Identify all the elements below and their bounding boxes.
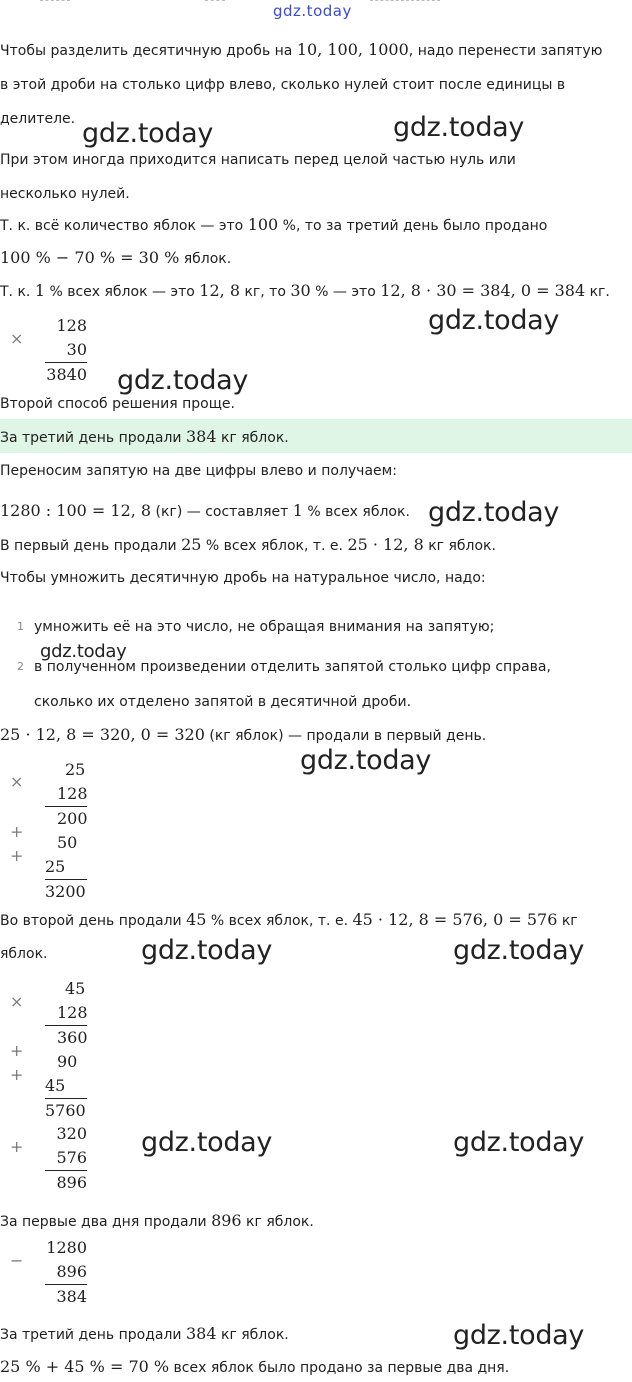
watermark: gdz.today: [428, 497, 560, 528]
sum-percent-line: 25 % + 45 % = 70 % всех яблок было продано за первые два дня.: [0, 1357, 510, 1376]
watermark: gdz.today: [141, 935, 273, 966]
times-sign: ×: [10, 772, 24, 791]
rule-divide-line4: При этом иногда приходится написать перед целой частью нуль или: [0, 152, 516, 168]
times-sign: ×: [10, 992, 24, 1011]
list-item-2-cont: сколько их отделено запятой в десятичной дроби.: [34, 694, 412, 710]
watermark: gdz.today: [117, 365, 249, 396]
watermark: gdz.today: [300, 745, 432, 776]
watermark: gdz.today: [393, 112, 525, 143]
watermark: gdz.today: [141, 1127, 273, 1158]
column-multiplication-3: 45 128 360 90 45 5760: [45, 977, 87, 1123]
step-percent-line2: 100 % − 70 % = 30 % яблок.: [0, 248, 232, 267]
watermark: gdz.today: [453, 1320, 585, 1351]
watermark: gdz.today: [453, 935, 585, 966]
column-subtraction: 1280 896 384: [45, 1236, 87, 1309]
watermark: gdz.today: [82, 118, 214, 149]
step-percent-line1: Т. к. всё количество яблок — это 100 %, то за третий день было продано: [0, 215, 548, 234]
times-sign: ×: [10, 329, 24, 348]
two-days-line: За первые два дня продали 896 кг яблок.: [0, 1211, 314, 1230]
move-comma-text: Переносим запятую на две цифры влево и получаем:: [0, 463, 397, 479]
watermark: gdz.today: [40, 641, 127, 662]
rule-divide-line1: Чтобы разделить десятичную дробь на 10, 100, 1000, надо перенести запятую: [0, 40, 603, 59]
watermark: gdz.today: [453, 1127, 585, 1158]
plus-sign: +: [10, 1065, 24, 1084]
day1-result-line: 25 · 12, 8 = 320, 0 = 320 (кг яблок) — продали в первый день.: [0, 725, 487, 744]
rule-mult-intro: Чтобы умножить десятичную дробь на натуральное число, надо:: [0, 570, 486, 586]
day2-line2: яблок.: [0, 946, 48, 962]
list-number: 1: [17, 620, 24, 633]
rule-divide-line5: несколько нулей.: [0, 186, 130, 202]
plus-sign: +: [10, 1041, 24, 1060]
list-item-2: в полученном произведении отделить запятой столько цифр справа,: [34, 659, 551, 675]
cut-text-remnant: [205, 0, 225, 5]
day2-line: Во второй день продали 45 % всех яблок, т. е. 45 · 12, 8 = 576, 0 = 576 кг: [0, 910, 578, 929]
rule-divide-line3: делителе.: [0, 111, 76, 127]
watermark: gdz.today: [428, 305, 560, 336]
rule-divide-line2: в этой дроби на столько цифр влево, сколько нулей стоит после единицы в: [0, 77, 566, 93]
column-multiplication-2: 25 128 200 50 25 3200: [45, 758, 87, 904]
cut-text-remnant: [40, 0, 70, 5]
column-multiplication-1: 128 30 3840: [45, 314, 87, 387]
day1-line: В первый день продали 25 % всех яблок, т. е. 25 · 12, 8 кг яблок.: [0, 535, 496, 554]
plus-sign: +: [10, 846, 24, 865]
answer-text: За третий день продали 384 кг яблок.: [0, 427, 289, 446]
site-logo[interactable]: gdz.today: [273, 2, 352, 20]
list-number: 2: [17, 660, 24, 673]
list-item-1: умножить её на это число, не обращая внимания на запятую;: [34, 619, 495, 635]
minus-sign: −: [10, 1251, 24, 1270]
plus-sign: +: [10, 1137, 24, 1156]
plus-sign: +: [10, 822, 24, 841]
cut-text-remnant: [370, 0, 440, 5]
day3-line: За третий день продали 384 кг яблок.: [0, 1324, 289, 1343]
second-method-text: Второй способ решения проще.: [0, 396, 235, 412]
step-mult-line: Т. к. 1 % всех яблок — это 12, 8 кг, то 30 % — это 12, 8 · 30 = 384, 0 = 384 кг.: [0, 281, 610, 300]
one-percent-line: 1280 : 100 = 12, 8 (кг) — составляет 1 % всех яблок.: [0, 501, 410, 520]
column-addition: 320 576 896: [45, 1122, 87, 1195]
